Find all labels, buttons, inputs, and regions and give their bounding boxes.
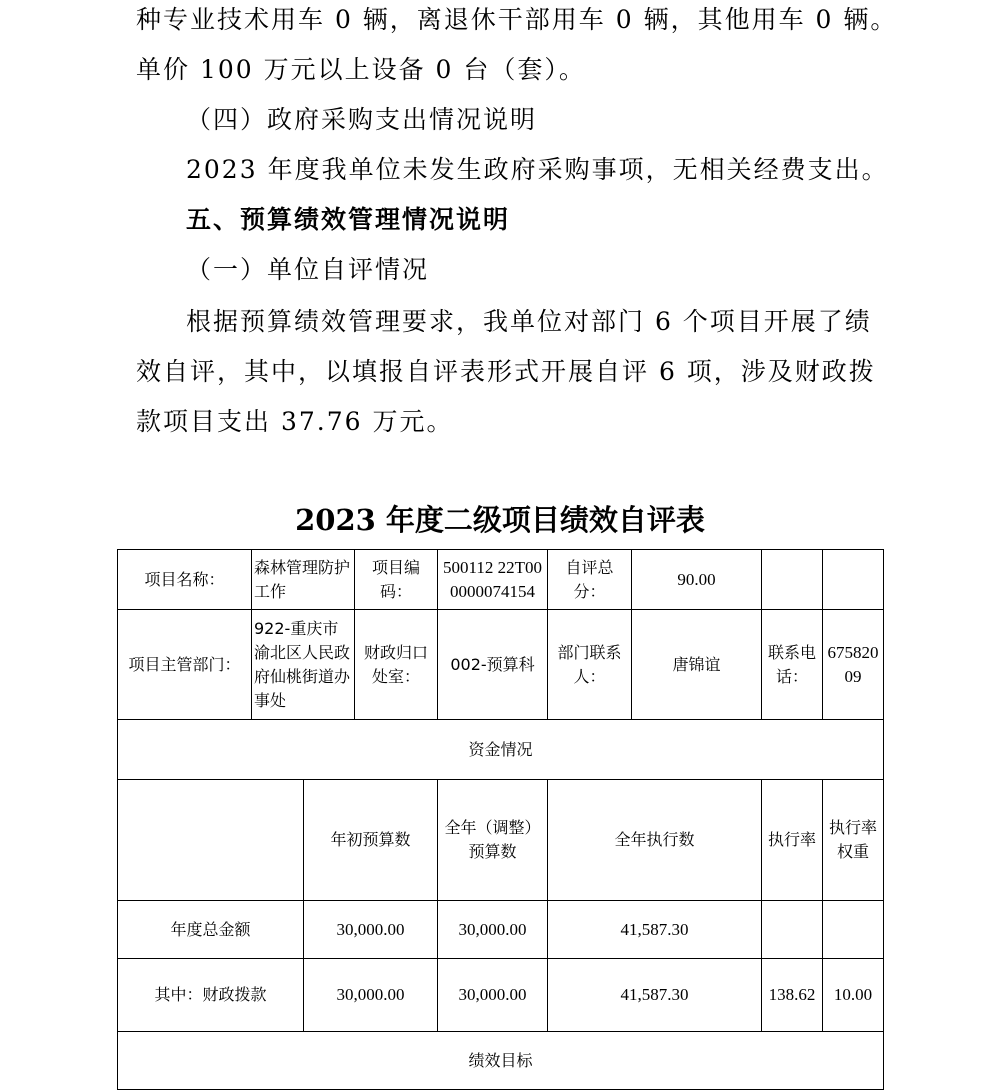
score-label: 自评总分： xyxy=(548,550,632,610)
phone-value: 67582009 xyxy=(823,610,884,720)
dept-value: 922-重庆市渝北区人民政府仙桃街道办事处 xyxy=(252,610,355,720)
performance-table xyxy=(117,549,884,1090)
paragraph-line-3: 款项目支出 37.76 万元。 xyxy=(136,407,454,436)
table-row xyxy=(118,720,884,780)
rate-value: 138.62 xyxy=(762,959,823,1032)
section-heading-5-1: （一）单位自评情况 xyxy=(186,255,430,284)
project-name: 森林管理防护工作 xyxy=(252,550,355,610)
finance-value: 002-预算科 xyxy=(438,610,548,720)
dept-label: 项目主管部门： xyxy=(118,610,252,720)
section-heading-4: （四）政府采购支出情况说明 xyxy=(186,105,538,134)
score-value: 90.00 xyxy=(632,550,762,610)
executed-value: 41,587.30 xyxy=(548,959,762,1032)
col-weight: 执行率权重 xyxy=(823,780,884,901)
body-line-1: 种专业技术用车 0 辆，离退休干部用车 0 辆，其他用车 0 辆。 xyxy=(136,5,898,34)
table-row xyxy=(118,780,884,901)
adjusted-value: 30,000.00 xyxy=(438,959,548,1032)
empty-cell xyxy=(118,780,304,901)
col-initial-budget: 年初预算数 xyxy=(304,780,438,901)
row-label: 其中：财政拨款 xyxy=(118,959,304,1032)
rate-value xyxy=(762,901,823,959)
table-row xyxy=(118,550,884,610)
executed-value: 41,587.30 xyxy=(548,901,762,959)
goals-header: 绩效目标 xyxy=(118,1032,884,1090)
table-title: 2023 年度二级项目绩效自评表 xyxy=(295,503,705,537)
initial-value: 30,000.00 xyxy=(304,901,438,959)
phone-label: 联系电话： xyxy=(762,610,823,720)
contact-label: 部门联系人： xyxy=(548,610,632,720)
adjusted-value: 30,000.00 xyxy=(438,901,548,959)
col-adjusted-budget: 全年（调整）预算数 xyxy=(438,780,548,901)
table-row xyxy=(118,901,884,959)
project-code-label: 项目编码： xyxy=(355,550,438,610)
project-code: 500112 22T000000074154 xyxy=(438,550,548,610)
project-name-label: 项目名称： xyxy=(118,550,252,610)
body-line-2: 单价 100 万元以上设备 0 台（套）。 xyxy=(136,55,586,84)
contact-value: 唐锦谊 xyxy=(632,610,762,720)
initial-value: 30,000.00 xyxy=(304,959,438,1032)
col-rate: 执行率 xyxy=(762,780,823,901)
table-row xyxy=(118,1032,884,1090)
finance-label: 财政归口处室： xyxy=(355,610,438,720)
weight-value xyxy=(823,901,884,959)
body-line-3: 2023 年度我单位未发生政府采购事项，无相关经费支出。 xyxy=(186,155,889,184)
weight-value: 10.00 xyxy=(823,959,884,1032)
section-heading-5: 五、预算绩效管理情况说明 xyxy=(186,205,511,234)
row-label: 年度总金额 xyxy=(118,901,304,959)
empty-cell xyxy=(762,550,823,610)
paragraph-line-1: 根据预算绩效管理要求，我单位对部门 6 个项目开展了绩 xyxy=(186,307,872,336)
paragraph-line-2: 效自评，其中，以填报自评表形式开展自评 6 项，涉及财政拨 xyxy=(136,357,876,386)
table-row xyxy=(118,610,884,720)
col-executed: 全年执行数 xyxy=(548,780,762,901)
funds-header: 资金情况 xyxy=(118,720,884,780)
table-row xyxy=(118,959,884,1032)
empty-cell xyxy=(823,550,884,610)
